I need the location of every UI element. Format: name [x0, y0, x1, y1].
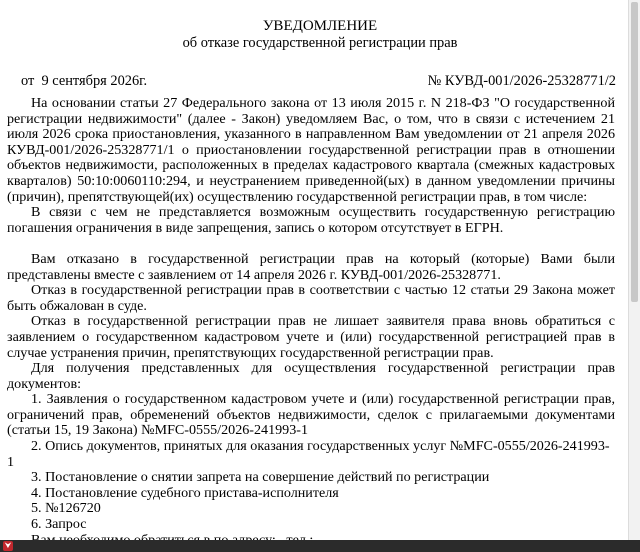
paragraph-basis: На основании статьи 27 Федерального закона от 13 июля 2015 г. N 218-ФЗ "О государственной регистрации недвижимости" (далее - Закон) уведомляем Вас, о том, что в связи с истечением 21 июля 2026 срока приостановления, указанного в направленном Вам уведомлении от 21 апреля 2026 КУВД-001/2026-25328771/1 о приостановлении государственной регистрации прав в отношении объектов недвижимости, расположенных в пределах кадастрового квартала (смежных кадастровых кварталов) 50:10:0060110:294, и неустранением приведенной(ых) в данном уведомлении причины (причин), препятствующей(их) осуществлению государственной регистрации прав, в том числе: [7, 95, 615, 205]
vertical-scrollbar[interactable] [628, 0, 640, 540]
document-body [4, 95, 615, 550]
document-subtitle: об отказе государственной регистрации прав [182, 35, 458, 51]
paragraph-documents-intro: Для получения представленных для осуществления государственной регистрации прав документов: [7, 360, 615, 392]
list-item: 5. №126720 [31, 500, 101, 517]
pdf-icon-glyph: ⮟ [4, 541, 12, 550]
paragraph-appeal: Отказ в государственной регистрации прав в соответствии с частью 12 статьи 29 Закона может быть обжалован в суде. [7, 282, 615, 314]
list-item: 6. Запрос [31, 516, 87, 533]
document-number: № КУВД-001/2026-25328771/2 [427, 73, 616, 89]
paragraph-reapply: Отказ в государственной регистрации прав не лишает заявителя права вновь обратиться с заявлением о государственном кадастровом учете и (или) государственной регистрацией прав в случае устранения причин, препятствующих государственной регистрации прав. [7, 313, 615, 361]
paragraph-gap [7, 236, 615, 252]
paragraph-reason: В связи с чем не представляется возможным осуществить государственную регистрацию погашения ограничения в виде запрещения, запись о котором отсутствует в ЕГРН. [7, 204, 615, 236]
document-meta-row [21, 72, 616, 90]
taskbar [0, 540, 640, 552]
list-item: 3. Постановление о снятии запрета на совершение действий по регистрации [31, 469, 490, 486]
list-item: 2. Опись документов, принятых для оказания государственных услуг №MFC-0555/2026-241993-1 [7, 438, 610, 470]
list-item: 1. Заявления о государственном кадастровом учете и (или) государственной регистрации прав, ограничений прав, обременений объектов недвижимости, сделок с прилагаемыми документами (статьи 15, 19 Закона) №MFC-0555/2026-241993-1 [7, 391, 615, 439]
document-date: от 9 сентября 2026г. [21, 73, 148, 89]
list-item: 4. Постановление судебного пристава-исполнителя [31, 484, 339, 501]
pdf-icon[interactable] [3, 541, 13, 551]
document-title: УВЕДОМЛЕНИЕ [262, 18, 378, 34]
paragraph-refused: Вам отказано в государственной регистрации прав на который (которые) Вами были представлены вместе с заявлением от 14 апреля 2026 г. КУВД-001/2026-25328771. [7, 250, 615, 283]
scrollbar-thumb[interactable] [631, 2, 638, 302]
